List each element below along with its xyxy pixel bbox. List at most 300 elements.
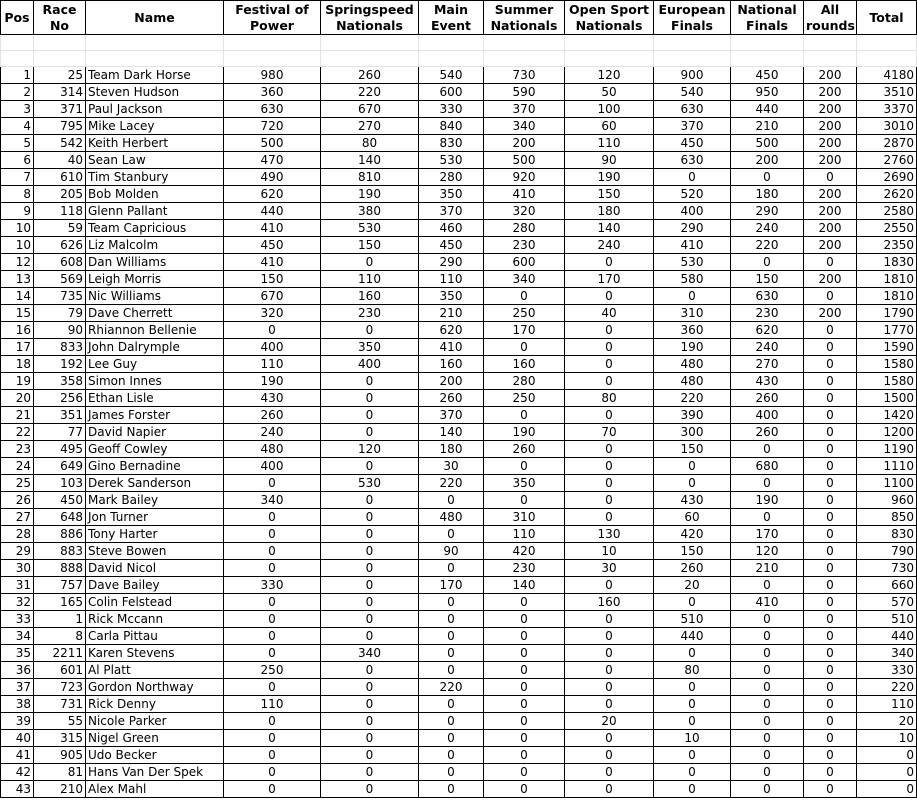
- cell-springspeed-nationals: 0: [321, 560, 419, 577]
- cell-main-event: 0: [419, 696, 484, 713]
- cell-main-event: 0: [419, 492, 484, 509]
- cell-european-finals: 80: [654, 662, 731, 679]
- cell-national-finals: 950: [731, 84, 804, 101]
- cell-main-event: 260: [419, 390, 484, 407]
- cell-race-no: 757: [34, 577, 86, 594]
- cell-springspeed-nationals: 400: [321, 356, 419, 373]
- cell-summer-nationals: 0: [484, 339, 565, 356]
- header-row: [1, 1, 917, 35]
- cell-european-finals: 20: [654, 577, 731, 594]
- cell-festival-of-power: 0: [224, 526, 321, 543]
- cell-main-event: 330: [419, 101, 484, 118]
- cell-european-finals: 360: [654, 322, 731, 339]
- cell-national-finals: 120: [731, 543, 804, 560]
- cell-main-event: 180: [419, 441, 484, 458]
- cell-main-event: 370: [419, 407, 484, 424]
- cell-summer-nationals: 170: [484, 322, 565, 339]
- cell-summer-nationals: 350: [484, 475, 565, 492]
- cell-race-no: 648: [34, 509, 86, 526]
- cell-european-finals: 190: [654, 339, 731, 356]
- cell-total: 3010: [857, 118, 917, 135]
- cell-all-rounds: 200: [804, 101, 857, 118]
- cell-pos: 29: [1, 543, 34, 560]
- cell-springspeed-nationals: 0: [321, 458, 419, 475]
- cell-festival-of-power: 450: [224, 237, 321, 254]
- cell-festival-of-power: 0: [224, 560, 321, 577]
- cell-summer-nationals: 160: [484, 356, 565, 373]
- spacer-row: [1, 35, 917, 51]
- cell-race-no: 77: [34, 424, 86, 441]
- cell-name: Steven Hudson: [86, 84, 224, 101]
- cell-name: Mike Lacey: [86, 118, 224, 135]
- cell-race-no: 210: [34, 781, 86, 798]
- cell-all-rounds: 0: [804, 339, 857, 356]
- cell-open-sport-nationals: 0: [565, 645, 654, 662]
- cell-name: Rhiannon Bellenie: [86, 322, 224, 339]
- cell-total: 570: [857, 594, 917, 611]
- cell-springspeed-nationals: 810: [321, 169, 419, 186]
- cell-springspeed-nationals: 140: [321, 152, 419, 169]
- cell-pos: 39: [1, 713, 34, 730]
- cell-race-no: 371: [34, 101, 86, 118]
- cell-open-sport-nationals: 90: [565, 152, 654, 169]
- cell-total: 2870: [857, 135, 917, 152]
- cell-total: 3370: [857, 101, 917, 118]
- cell-pos: 32: [1, 594, 34, 611]
- cell-european-finals: 480: [654, 373, 731, 390]
- cell-pos: 42: [1, 764, 34, 781]
- cell-open-sport-nationals: 30: [565, 560, 654, 577]
- cell-festival-of-power: 0: [224, 628, 321, 645]
- cell-springspeed-nationals: 0: [321, 424, 419, 441]
- cell-open-sport-nationals: 150: [565, 186, 654, 203]
- cell-festival-of-power: 0: [224, 594, 321, 611]
- cell-springspeed-nationals: 190: [321, 186, 419, 203]
- cell-festival-of-power: 480: [224, 441, 321, 458]
- cell-race-no: 314: [34, 84, 86, 101]
- cell-european-finals: 410: [654, 237, 731, 254]
- cell-pos: 5: [1, 135, 34, 152]
- cell-name: James Forster: [86, 407, 224, 424]
- cell-european-finals: 290: [654, 220, 731, 237]
- table-row: [1, 356, 917, 373]
- cell-open-sport-nationals: 170: [565, 271, 654, 288]
- cell-european-finals: 10: [654, 730, 731, 747]
- cell-pos: 38: [1, 696, 34, 713]
- cell-national-finals: 0: [731, 679, 804, 696]
- cell-summer-nationals: 0: [484, 781, 565, 798]
- cell-summer-nationals: 260: [484, 441, 565, 458]
- cell-festival-of-power: 440: [224, 203, 321, 220]
- cell-all-rounds: 200: [804, 135, 857, 152]
- cell-open-sport-nationals: 0: [565, 373, 654, 390]
- table-row: [1, 662, 917, 679]
- cell-main-event: 350: [419, 186, 484, 203]
- cell-springspeed-nationals: 0: [321, 730, 419, 747]
- cell-pos: 37: [1, 679, 34, 696]
- cell-pos: 1: [1, 67, 34, 84]
- header-main-event: Main Event: [419, 1, 484, 35]
- cell-european-finals: 480: [654, 356, 731, 373]
- cell-festival-of-power: 0: [224, 781, 321, 798]
- cell-national-finals: 680: [731, 458, 804, 475]
- cell-open-sport-nationals: 0: [565, 747, 654, 764]
- cell-european-finals: 150: [654, 543, 731, 560]
- cell-festival-of-power: 0: [224, 475, 321, 492]
- cell-festival-of-power: 250: [224, 662, 321, 679]
- cell-race-no: 165: [34, 594, 86, 611]
- cell-national-finals: 400: [731, 407, 804, 424]
- table-row: [1, 135, 917, 152]
- table-row: [1, 390, 917, 407]
- cell-springspeed-nationals: 350: [321, 339, 419, 356]
- header-springspeed-nationals: Springspeed Nationals: [321, 1, 419, 35]
- cell-pos: 34: [1, 628, 34, 645]
- cell-national-finals: 0: [731, 730, 804, 747]
- cell-festival-of-power: 980: [224, 67, 321, 84]
- table-row: [1, 679, 917, 696]
- cell-open-sport-nationals: 240: [565, 237, 654, 254]
- cell-race-no: 608: [34, 254, 86, 271]
- cell-total: 1810: [857, 271, 917, 288]
- cell-european-finals: 530: [654, 254, 731, 271]
- cell-pos: 4: [1, 118, 34, 135]
- cell-total: 1580: [857, 373, 917, 390]
- cell-name: Lee Guy: [86, 356, 224, 373]
- cell-open-sport-nationals: 0: [565, 339, 654, 356]
- cell-all-rounds: 200: [804, 186, 857, 203]
- table-row: [1, 747, 917, 764]
- cell-national-finals: 410: [731, 594, 804, 611]
- cell-name: Team Capricious: [86, 220, 224, 237]
- cell-open-sport-nationals: 0: [565, 509, 654, 526]
- cell-total: 1580: [857, 356, 917, 373]
- cell-all-rounds: 0: [804, 747, 857, 764]
- cell-springspeed-nationals: 0: [321, 679, 419, 696]
- table-row: [1, 305, 917, 322]
- cell-european-finals: 0: [654, 696, 731, 713]
- cell-name: Jon Turner: [86, 509, 224, 526]
- cell-all-rounds: 0: [804, 441, 857, 458]
- cell-total: 0: [857, 747, 917, 764]
- cell-race-no: 610: [34, 169, 86, 186]
- cell-festival-of-power: 0: [224, 713, 321, 730]
- cell-name: Liz Malcolm: [86, 237, 224, 254]
- cell-open-sport-nationals: 10: [565, 543, 654, 560]
- cell-festival-of-power: 0: [224, 611, 321, 628]
- cell-summer-nationals: 0: [484, 628, 565, 645]
- table-row: [1, 730, 917, 747]
- table-row: [1, 254, 917, 271]
- cell-name: Nicole Parker: [86, 713, 224, 730]
- cell-all-rounds: 0: [804, 407, 857, 424]
- cell-race-no: 90: [34, 322, 86, 339]
- table-row: [1, 645, 917, 662]
- cell-main-event: 280: [419, 169, 484, 186]
- cell-name: Bob Molden: [86, 186, 224, 203]
- cell-summer-nationals: 370: [484, 101, 565, 118]
- cell-springspeed-nationals: 80: [321, 135, 419, 152]
- cell-springspeed-nationals: 0: [321, 322, 419, 339]
- cell-open-sport-nationals: 0: [565, 611, 654, 628]
- cell-national-finals: 220: [731, 237, 804, 254]
- cell-national-finals: 270: [731, 356, 804, 373]
- cell-pos: 21: [1, 407, 34, 424]
- cell-open-sport-nationals: 0: [565, 322, 654, 339]
- cell-pos: 20: [1, 390, 34, 407]
- cell-pos: 28: [1, 526, 34, 543]
- cell-pos: 24: [1, 458, 34, 475]
- cell-pos: 27: [1, 509, 34, 526]
- cell-springspeed-nationals: 0: [321, 696, 419, 713]
- cell-race-no: 256: [34, 390, 86, 407]
- table-row: [1, 543, 917, 560]
- cell-summer-nationals: 200: [484, 135, 565, 152]
- cell-festival-of-power: 110: [224, 356, 321, 373]
- cell-summer-nationals: 110: [484, 526, 565, 543]
- header-race-no: Race No: [34, 1, 86, 35]
- cell-name: Dave Bailey: [86, 577, 224, 594]
- cell-name: Karen Stevens: [86, 645, 224, 662]
- cell-main-event: 0: [419, 594, 484, 611]
- table-row: [1, 475, 917, 492]
- cell-springspeed-nationals: 0: [321, 594, 419, 611]
- cell-total: 10: [857, 730, 917, 747]
- cell-total: 1830: [857, 254, 917, 271]
- cell-summer-nationals: 250: [484, 305, 565, 322]
- cell-total: 0: [857, 764, 917, 781]
- cell-open-sport-nationals: 50: [565, 84, 654, 101]
- cell-total: 340: [857, 645, 917, 662]
- cell-pos: 13: [1, 271, 34, 288]
- cell-main-event: 210: [419, 305, 484, 322]
- table-row: [1, 152, 917, 169]
- cell-festival-of-power: 320: [224, 305, 321, 322]
- table-row: [1, 67, 917, 84]
- cell-total: 2760: [857, 152, 917, 169]
- cell-all-rounds: 0: [804, 543, 857, 560]
- cell-all-rounds: 0: [804, 713, 857, 730]
- cell-open-sport-nationals: 60: [565, 118, 654, 135]
- cell-festival-of-power: 720: [224, 118, 321, 135]
- cell-total: 1790: [857, 305, 917, 322]
- table-row: [1, 492, 917, 509]
- cell-name: Nic Williams: [86, 288, 224, 305]
- cell-name: Leigh Morris: [86, 271, 224, 288]
- cell-open-sport-nationals: 0: [565, 730, 654, 747]
- cell-race-no: 626: [34, 237, 86, 254]
- cell-european-finals: 450: [654, 135, 731, 152]
- cell-open-sport-nationals: 120: [565, 67, 654, 84]
- cell-main-event: 410: [419, 339, 484, 356]
- cell-all-rounds: 200: [804, 67, 857, 84]
- header-european-finals: European Finals: [654, 1, 731, 35]
- cell-pos: 25: [1, 475, 34, 492]
- cell-national-finals: 0: [731, 645, 804, 662]
- cell-race-no: 731: [34, 696, 86, 713]
- cell-pos: 10: [1, 237, 34, 254]
- table-body: [1, 35, 917, 798]
- cell-open-sport-nationals: 130: [565, 526, 654, 543]
- cell-european-finals: 0: [654, 288, 731, 305]
- cell-total: 2690: [857, 169, 917, 186]
- cell-pos: 7: [1, 169, 34, 186]
- cell-summer-nationals: 190: [484, 424, 565, 441]
- cell-summer-nationals: 0: [484, 611, 565, 628]
- cell-open-sport-nationals: 160: [565, 594, 654, 611]
- header-open-sport-nationals: Open Sport Nationals: [565, 1, 654, 35]
- cell-national-finals: 0: [731, 475, 804, 492]
- table-row: [1, 186, 917, 203]
- cell-open-sport-nationals: 0: [565, 679, 654, 696]
- cell-total: 2620: [857, 186, 917, 203]
- cell-race-no: 723: [34, 679, 86, 696]
- cell-name: Udo Becker: [86, 747, 224, 764]
- table-row: [1, 373, 917, 390]
- cell-european-finals: 260: [654, 560, 731, 577]
- cell-springspeed-nationals: 0: [321, 611, 419, 628]
- cell-all-rounds: 0: [804, 577, 857, 594]
- cell-pos: 6: [1, 152, 34, 169]
- cell-festival-of-power: 670: [224, 288, 321, 305]
- cell-european-finals: 540: [654, 84, 731, 101]
- cell-main-event: 0: [419, 560, 484, 577]
- cell-festival-of-power: 400: [224, 458, 321, 475]
- cell-summer-nationals: 140: [484, 577, 565, 594]
- cell-national-finals: 0: [731, 441, 804, 458]
- header-summer-nationals: Summer Nationals: [484, 1, 565, 35]
- cell-festival-of-power: 400: [224, 339, 321, 356]
- cell-open-sport-nationals: 20: [565, 713, 654, 730]
- cell-total: 2350: [857, 237, 917, 254]
- cell-pos: 31: [1, 577, 34, 594]
- cell-race-no: 81: [34, 764, 86, 781]
- cell-national-finals: 450: [731, 67, 804, 84]
- cell-main-event: 830: [419, 135, 484, 152]
- cell-festival-of-power: 240: [224, 424, 321, 441]
- cell-national-finals: 230: [731, 305, 804, 322]
- cell-all-rounds: 0: [804, 781, 857, 798]
- cell-open-sport-nationals: 0: [565, 475, 654, 492]
- cell-race-no: 40: [34, 152, 86, 169]
- cell-open-sport-nationals: 180: [565, 203, 654, 220]
- cell-pos: 14: [1, 288, 34, 305]
- cell-springspeed-nationals: 0: [321, 747, 419, 764]
- cell-springspeed-nationals: 0: [321, 628, 419, 645]
- cell-race-no: 358: [34, 373, 86, 390]
- cell-festival-of-power: 490: [224, 169, 321, 186]
- cell-race-no: 2211: [34, 645, 86, 662]
- cell-national-finals: 260: [731, 390, 804, 407]
- cell-springspeed-nationals: 0: [321, 390, 419, 407]
- cell-european-finals: 390: [654, 407, 731, 424]
- table-row: [1, 220, 917, 237]
- cell-summer-nationals: 0: [484, 594, 565, 611]
- cell-all-rounds: 0: [804, 645, 857, 662]
- cell-all-rounds: 0: [804, 560, 857, 577]
- cell-springspeed-nationals: 0: [321, 526, 419, 543]
- cell-name: Nigel Green: [86, 730, 224, 747]
- cell-race-no: 450: [34, 492, 86, 509]
- cell-name: Keith Herbert: [86, 135, 224, 152]
- cell-european-finals: 430: [654, 492, 731, 509]
- cell-name: Tim Stanbury: [86, 169, 224, 186]
- header-pos: Pos: [1, 1, 34, 35]
- cell-all-rounds: 0: [804, 288, 857, 305]
- cell-main-event: 90: [419, 543, 484, 560]
- cell-european-finals: 520: [654, 186, 731, 203]
- cell-springspeed-nationals: 340: [321, 645, 419, 662]
- table-row: [1, 271, 917, 288]
- cell-open-sport-nationals: 140: [565, 220, 654, 237]
- cell-name: Dave Cherrett: [86, 305, 224, 322]
- cell-springspeed-nationals: 230: [321, 305, 419, 322]
- cell-name: Alex Mahl: [86, 781, 224, 798]
- cell-main-event: 370: [419, 203, 484, 220]
- cell-summer-nationals: 340: [484, 271, 565, 288]
- cell-summer-nationals: 730: [484, 67, 565, 84]
- cell-national-finals: 240: [731, 339, 804, 356]
- cell-all-rounds: 0: [804, 526, 857, 543]
- cell-european-finals: 300: [654, 424, 731, 441]
- cell-race-no: 888: [34, 560, 86, 577]
- cell-european-finals: 150: [654, 441, 731, 458]
- cell-springspeed-nationals: 0: [321, 543, 419, 560]
- cell-open-sport-nationals: 0: [565, 696, 654, 713]
- cell-national-finals: 0: [731, 747, 804, 764]
- cell-total: 790: [857, 543, 917, 560]
- cell-summer-nationals: 340: [484, 118, 565, 135]
- cell-festival-of-power: 0: [224, 645, 321, 662]
- cell-european-finals: 630: [654, 101, 731, 118]
- cell-all-rounds: 0: [804, 356, 857, 373]
- cell-pos: 41: [1, 747, 34, 764]
- cell-total: 0: [857, 781, 917, 798]
- cell-race-no: 833: [34, 339, 86, 356]
- cell-total: 2580: [857, 203, 917, 220]
- cell-race-no: 601: [34, 662, 86, 679]
- cell-name: Team Dark Horse: [86, 67, 224, 84]
- cell-all-rounds: 0: [804, 764, 857, 781]
- cell-festival-of-power: 330: [224, 577, 321, 594]
- cell-open-sport-nationals: 0: [565, 254, 654, 271]
- cell-springspeed-nationals: 120: [321, 441, 419, 458]
- cell-european-finals: 0: [654, 475, 731, 492]
- cell-total: 1590: [857, 339, 917, 356]
- cell-pos: 23: [1, 441, 34, 458]
- cell-national-finals: 150: [731, 271, 804, 288]
- cell-festival-of-power: 410: [224, 220, 321, 237]
- cell-race-no: 735: [34, 288, 86, 305]
- cell-festival-of-power: 0: [224, 730, 321, 747]
- cell-race-no: 542: [34, 135, 86, 152]
- cell-main-event: 0: [419, 611, 484, 628]
- cell-all-rounds: 200: [804, 152, 857, 169]
- cell-name: Simon Innes: [86, 373, 224, 390]
- cell-race-no: 55: [34, 713, 86, 730]
- cell-european-finals: 0: [654, 169, 731, 186]
- cell-race-no: 883: [34, 543, 86, 560]
- cell-national-finals: 0: [731, 781, 804, 798]
- cell-festival-of-power: 340: [224, 492, 321, 509]
- cell-pos: 40: [1, 730, 34, 747]
- header-festival-of-power: Festival of Power: [224, 1, 321, 35]
- cell-national-finals: 500: [731, 135, 804, 152]
- table-row: [1, 713, 917, 730]
- cell-all-rounds: 200: [804, 305, 857, 322]
- cell-total: 440: [857, 628, 917, 645]
- cell-summer-nationals: 230: [484, 237, 565, 254]
